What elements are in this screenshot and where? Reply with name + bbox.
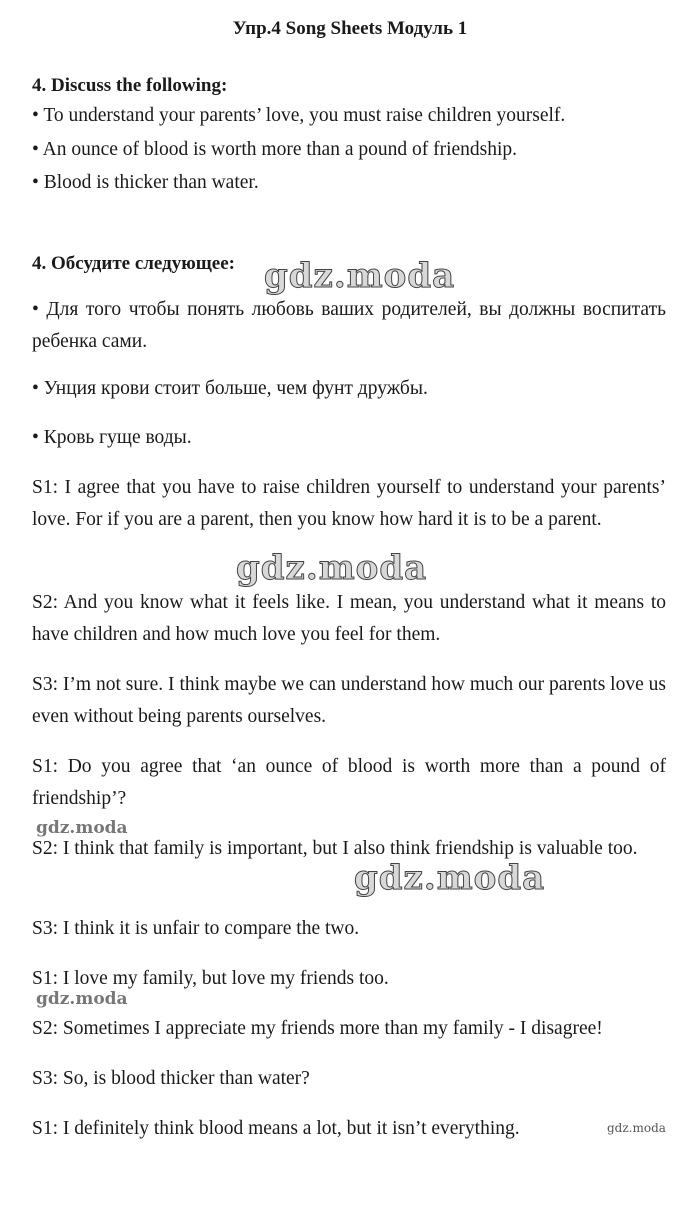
watermark: gdz.moda [264, 256, 456, 296]
dialogue-line-8: S2: Sometimes I appreciate my friends more than my family - I disagree! [32, 1018, 603, 1039]
english-bullet-2: • An ounce of blood is worth more than a pound of friendship. [32, 139, 518, 160]
russian-bullet-2: • Унция крови стоит больше, чем фунт дружбы. [32, 378, 428, 399]
russian-bullet-3: • Кровь гуще воды. [32, 427, 192, 448]
russian-heading: 4. Обсудите следующее: [32, 253, 235, 274]
dialogue-line-2: S2: And you know what it feels like. I mean, you understand what it means to have children and how much love you feel for them. [32, 592, 666, 645]
watermark: gdz.moda [36, 818, 128, 838]
russian-bullet-1: • Для того чтобы понять любовь ваших родителей, вы должны воспитать ребенка сами. [32, 299, 666, 352]
watermark: gdz.moda [236, 548, 428, 588]
page-title: Упр.4 Song Sheets Модуль 1 [232, 18, 468, 39]
dialogue-line-10: S1: I definitely think blood means a lot, but it isn’t everything. [32, 1118, 520, 1139]
english-heading: 4. Discuss the following: [32, 75, 228, 96]
dialogue-line-1: S1: I agree that you have to raise children yourself to understand your parents’ love. For if you are a parent, then you know how hard it is to be a parent. [32, 477, 666, 530]
english-bullet-3: • Blood is thicker than water. [32, 172, 259, 193]
dialogue-line-6: S3: I think it is unfair to compare the two. [32, 918, 360, 939]
dialogue-line-5: S2: I think that family is important, but I also think friendship is valuable too. [32, 838, 638, 859]
dialogue-line-9: S3: So, is blood thicker than water? [32, 1068, 310, 1089]
dialogue-line-3: S3: I’m not sure. I think maybe we can understand how much our parents love us even without being parents ourselves. [32, 674, 666, 727]
english-bullet-1: • To understand your parents’ love, you must raise children yourself. [32, 105, 566, 126]
dialogue-line-4: S1: Do you agree that ‘an ounce of blood is worth more than a pound of friendship’? [32, 756, 666, 809]
watermark: gdz.moda [36, 989, 128, 1009]
dialogue-line-7: S1: I love my family, but love my friends too. [32, 968, 389, 989]
watermark: gdz.moda [607, 1121, 666, 1135]
watermark: gdz.moda [354, 858, 546, 898]
